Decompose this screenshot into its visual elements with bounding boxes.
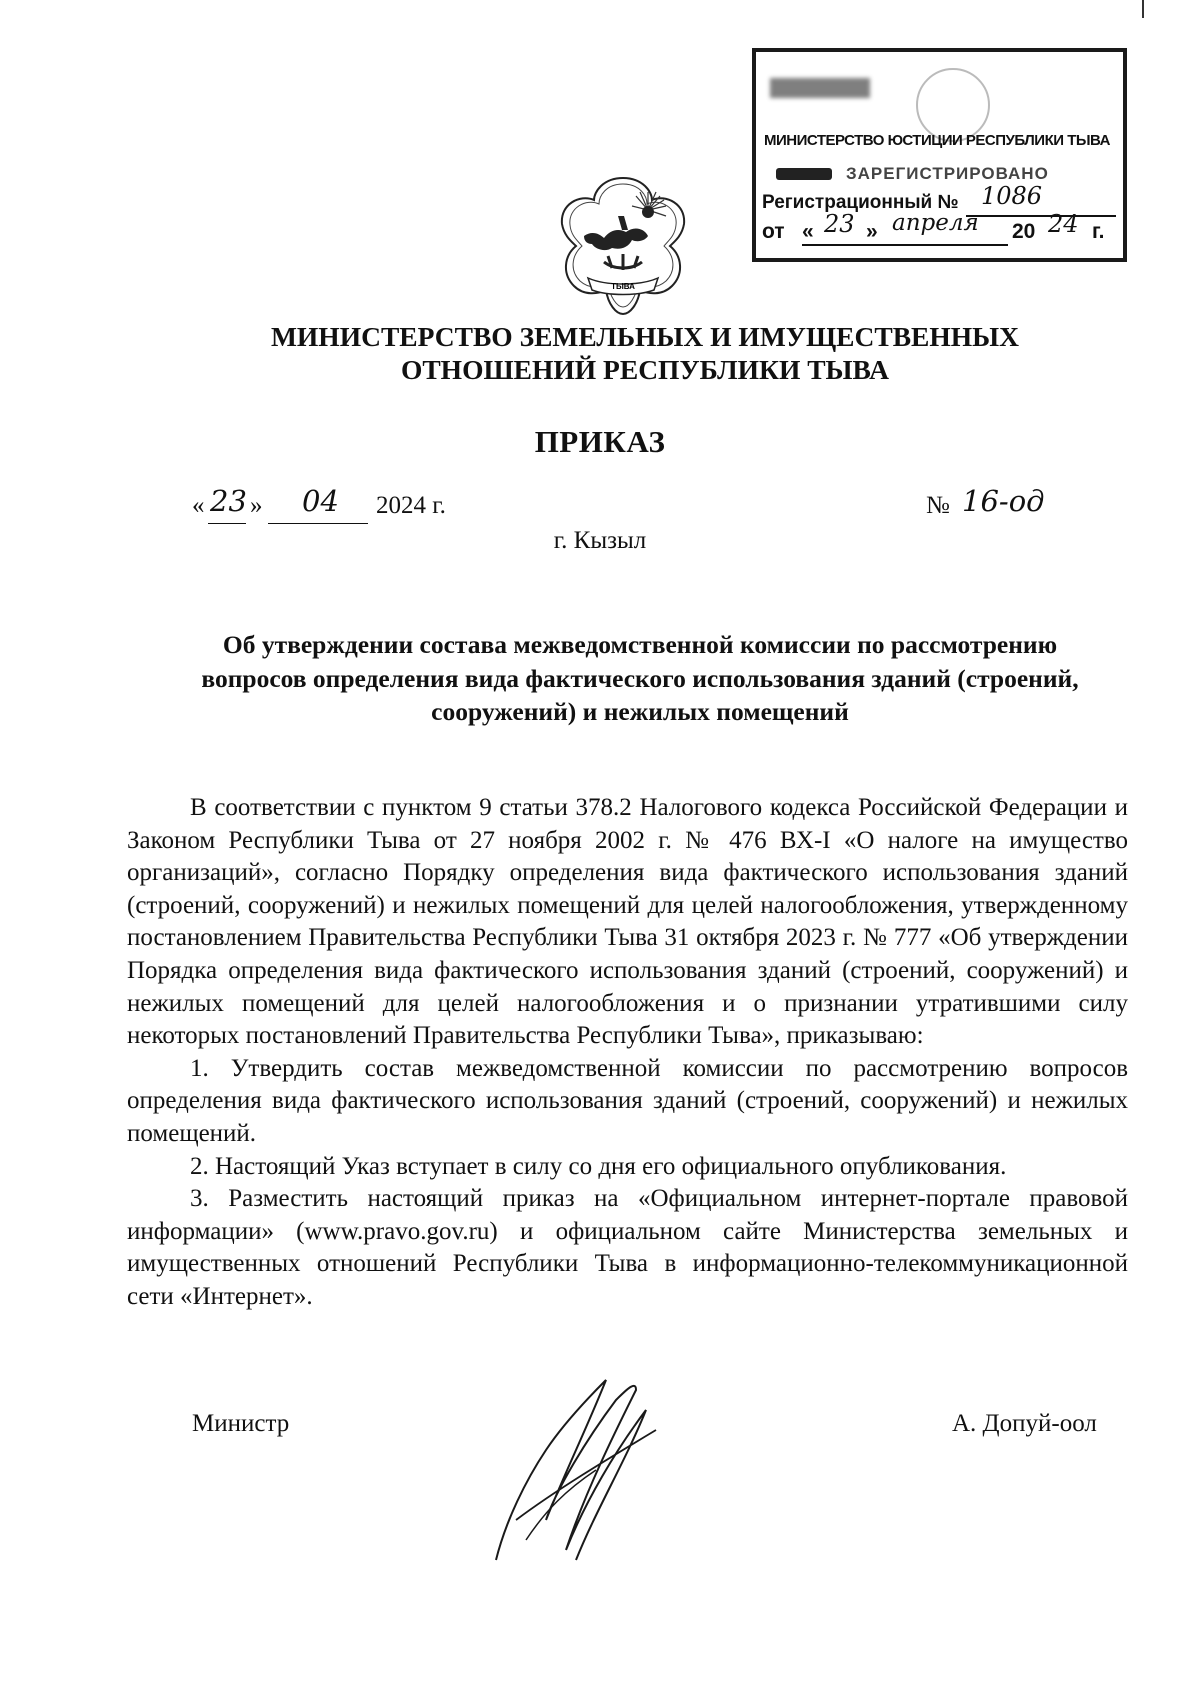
subject-line3: сооружений) и нежилых помещений bbox=[431, 697, 849, 726]
handwritten-signature-icon bbox=[486, 1370, 666, 1570]
stamp-year-unit: г. bbox=[1092, 220, 1105, 243]
stamp-close-quote: » bbox=[866, 220, 878, 243]
date-close-quote: » bbox=[250, 492, 263, 519]
order-date bbox=[192, 484, 512, 532]
stamp-year-suffix: 24 bbox=[1048, 210, 1079, 238]
preamble-paragraph: В соответствии с пунктом 9 статьи 378.2 Налогового кодекса Российской Федерации и Законом Республики Тыва от 27 ноября 2002 г. № 476 ВХ-I «О налоге на имущество организаций», согласно Порядку определения вида фактического использования зданий (строений, сооружений) и нежилых помещений для целей налогообложения, утвержденному постановлением Правительства Республики Тыва 31 октября 2023 г. № 777 «Об утверждении Порядка определения вида фактического использования зданий (строений, сооружений) и нежилых помещений для целей налогообложения и о признании утратившими силу некоторых постановлений Правительства Республики Тыва», приказываю: bbox=[127, 794, 1128, 1050]
subject-line2: вопросов определения вида фактического использования зданий (строений, bbox=[201, 663, 1079, 693]
stamp-reg-label: Регистрационный № bbox=[762, 192, 959, 213]
stamp-ministry-line: МИНИСТЕРСТВО ЮСТИЦИИ РЕСПУБЛИКИ ТЫВА bbox=[764, 132, 1110, 149]
city: г. Кызыл bbox=[553, 527, 647, 554]
date-year: 2024 г. bbox=[376, 492, 446, 519]
date-month: 04 bbox=[302, 484, 339, 518]
stamp-month: апреля bbox=[892, 210, 979, 236]
order-item-1: 1. Утвердить состав межведомственной комиссии по рассмотрению вопросов определения вида фактического использования зданий (строений, сооружений) и нежилых помещений. bbox=[127, 1054, 1128, 1147]
date-open-quote: « bbox=[192, 492, 205, 519]
ministry-name-line1: МИНИСТЕРСТВО ЗЕМЕЛЬНЫХ И ИМУЩЕСТВЕННЫХ bbox=[270, 321, 1020, 352]
emblem-banner-text: ТЫВА bbox=[611, 282, 635, 291]
ministry-name-line2: ОТНОШЕНИЙ РЕСПУБЛИКИ ТЫВА bbox=[400, 354, 890, 385]
stamp-smudge bbox=[770, 78, 870, 98]
date-day-underline bbox=[208, 523, 246, 524]
number-sign: № bbox=[926, 492, 950, 519]
stamp-underline bbox=[966, 215, 1116, 217]
registration-stamp bbox=[752, 48, 1127, 262]
stamp-year-prefix: 20 bbox=[1012, 220, 1036, 243]
stamp-open-quote: « bbox=[802, 220, 814, 243]
stamp-day: 23 bbox=[824, 210, 855, 238]
stamp-date-underline bbox=[802, 244, 1008, 246]
ministry-name bbox=[200, 320, 1090, 386]
order-item-2: 2. Настоящий Указ вступает в силу со дня его официального опубликования. bbox=[190, 1152, 1007, 1180]
signatory-name: А. Допуй-оол bbox=[952, 1410, 1097, 1437]
stamp-reg-number: 1086 bbox=[981, 182, 1043, 210]
tuva-coat-of-arms-icon bbox=[548, 170, 698, 320]
order-body bbox=[127, 792, 1128, 1314]
order-number bbox=[926, 484, 1046, 532]
order-item-3: 3. Разместить настоящий приказ на «Официальном интернет-портале правовой информации» (www.pravo.gov.ru) и официальном сайте Министерства земельных и имущественных отношений Республики Тыва в информационно-телекоммуникационной сети «Интернет». bbox=[127, 1185, 1128, 1310]
number-value: 16-од bbox=[962, 484, 1045, 518]
scan-edge-mark bbox=[1142, 0, 1144, 18]
subject-line1: Об утверждении состава межведомственной комиссии по рассмотрению bbox=[222, 630, 1058, 659]
stamp-from-label: от bbox=[762, 220, 785, 243]
date-day: 23 bbox=[210, 484, 247, 518]
stamp-registered-label: ЗАРЕГИСТРИРОВАНО bbox=[846, 164, 1049, 183]
signatory-title: Министр bbox=[192, 1410, 290, 1437]
stamp-seal-icon bbox=[916, 68, 990, 142]
date-month-underline bbox=[268, 523, 368, 524]
stamp-redaction-mark bbox=[776, 168, 832, 180]
order-title: ПРИКАЗ bbox=[534, 424, 666, 459]
order-subject bbox=[150, 628, 1130, 729]
